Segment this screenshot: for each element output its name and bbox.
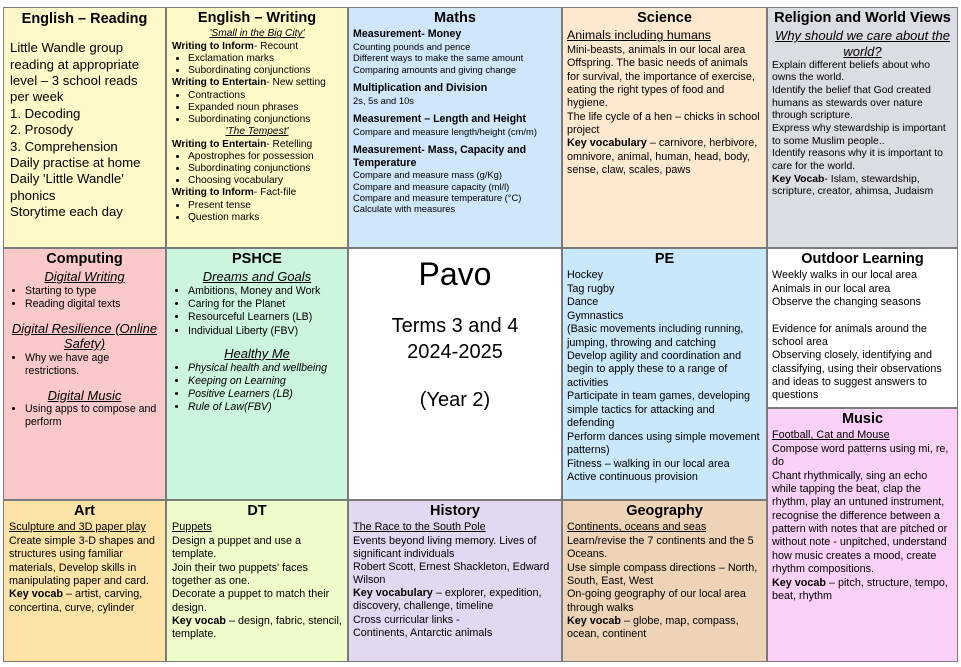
outdoor-line: Evidence for animals around the school area	[772, 322, 927, 348]
dt-vocab-text: – design, fabric, stencil, template.	[172, 615, 342, 641]
music-line: Chant rhythmically, sing an echo while tapping the beat, clap the rhythm, play an untuned instrument, recognise the difference between a pattern with notes that are pitched or without note - unpitched, understand how music creates a mood, create rhythm compositions.	[772, 469, 948, 576]
pshce-list-item: • Physical health and wellbeing	[188, 362, 342, 375]
rwv-line: Explain different beliefs about who owns the world.	[772, 59, 931, 84]
pshce-list-item: • Caring for the Planet	[188, 298, 342, 311]
science-vocab-label: Key vocabulary	[567, 137, 647, 150]
pshce-list-item: • Rule of Law(FBV)	[188, 401, 342, 414]
computing-heading-1: Digital Writing	[44, 269, 125, 285]
maths-line: Compare and measure temperature (°C)	[353, 191, 522, 203]
computing-list-1	[9, 285, 160, 311]
pe-line: Perform dances using simple movement patterns)	[567, 430, 760, 457]
geography-vocab-label: Key vocab	[567, 615, 622, 628]
music-vocab-text: – pitch, structure, tempo, beat, rhythm	[772, 576, 948, 602]
geography-cell	[562, 500, 767, 662]
geography-line: On-going geography of our local area through walks	[567, 588, 746, 614]
pshce-heading-1: Dreams and Goals	[202, 269, 312, 285]
inform-1-head: Writing to Inform	[172, 40, 254, 52]
art-subtitle: Sculpture and 3D paper play	[9, 521, 146, 534]
pshce-list-item: • Positive Learners (LB)	[188, 388, 342, 401]
history-vocab-text: – explorer, expedition, discovery, challenge, timeline	[353, 587, 542, 613]
music-vocab-label: Key vocab	[772, 576, 827, 589]
class-name: Pavo	[418, 256, 492, 292]
pe-line: (Basic movements including running, jumping, throwing and catching	[567, 323, 744, 349]
geography-subtitle: Continents, oceans and seas	[567, 521, 707, 534]
outdoor-lines-1	[772, 269, 953, 309]
writing-list-item: • Exclamation marks	[188, 53, 342, 65]
class-group: (Year 2)	[419, 389, 491, 412]
maths-line: 2s, 5s and 10s	[353, 94, 414, 106]
history-line: Events beyond living memory. Lives of significant individuals	[353, 534, 537, 560]
geography-line: Learn/revise the 7 continents and the 5 Oceans.	[567, 534, 754, 561]
rwv-lines	[772, 60, 953, 174]
maths-line: Compare and measure capacity (ml/l)	[353, 180, 510, 192]
reading-line: Storytime each day	[10, 203, 123, 219]
pshce-list-item: • Ambitions, Money and Work	[188, 285, 342, 298]
inform-1-list	[172, 53, 342, 77]
maths-line: Comparing amounts and giving change	[353, 63, 517, 75]
writing-list-item: • Question marks	[188, 212, 342, 224]
history-subtitle: The Race to the South Pole	[353, 521, 486, 534]
dt-lines	[172, 535, 342, 615]
computing-list-item: • Using apps to compose and perform	[25, 403, 160, 429]
pe-line: Fitness – walking in our local area	[567, 457, 730, 470]
reading-line: 2. Prosody	[10, 122, 74, 138]
pe-line: Hockey	[567, 269, 604, 282]
computing-list-item: • Reading digital texts	[25, 298, 160, 311]
music-title: Music	[841, 411, 884, 427]
english-reading-cell	[3, 7, 166, 248]
geography-title: Geography	[626, 503, 703, 519]
dt-vocab-label: Key vocab	[172, 615, 227, 628]
maths-money-head: Measurement- Money	[353, 28, 462, 41]
history-title: History	[430, 503, 480, 519]
entertain-1-list	[172, 90, 342, 127]
english-writing-title: English – Writing	[197, 10, 317, 26]
science-cell	[562, 7, 767, 248]
maths-mass-lines	[353, 169, 557, 214]
writing-list-item: • Choosing vocabulary	[188, 175, 342, 187]
inform-2-rest: - Fact-file	[253, 187, 297, 199]
dt-line: Decorate a puppet to match their design.	[172, 588, 330, 614]
reading-lines	[10, 40, 159, 220]
reading-line: Daily practise at home	[10, 154, 141, 170]
dt-cell	[166, 500, 348, 662]
pshce-list-2	[172, 362, 342, 415]
maths-length-head: Measurement – Length and Height	[353, 112, 527, 125]
writing-list-item: • Expanded noun phrases	[188, 102, 342, 114]
computing-list-2	[9, 352, 160, 378]
entertain-1-head: Writing to Entertain	[172, 77, 267, 89]
english-reading-title: English – Reading	[21, 11, 148, 27]
pe-cell	[562, 248, 767, 500]
outdoor-line: Observing closely, identifying and classifying, using their observations and ideas to suggest answers to questions	[772, 349, 942, 402]
maths-mass-head: Measurement- Mass, Capacity and Temperature	[353, 143, 527, 169]
outdoor-line: Weekly walks in our local area	[772, 269, 918, 282]
computing-list-item: • Why we have age restrictions.	[25, 352, 160, 378]
rwv-line: Express why stewardship is important to some Muslim people..	[772, 123, 946, 147]
inform-2-list	[172, 200, 342, 224]
geography-lines	[567, 535, 762, 615]
pe-line: Participate in team games, developing simple tactics for attacking and defending	[567, 390, 751, 430]
history-cell	[348, 500, 562, 662]
rwv-line: Identify reasons why it is important to care for the world.	[772, 148, 943, 173]
dt-line: Join their two puppets' faces together as one.	[172, 561, 308, 587]
science-title: Science	[637, 10, 692, 26]
inform-2-head: Writing to Inform	[172, 187, 254, 199]
writing-book-1: 'Small in the Big City'	[209, 28, 305, 40]
pe-line: Develop agility and coordination and begin to apply these to a range of activities	[567, 350, 742, 389]
outdoor-lines-2	[772, 323, 953, 403]
geography-vocab-text: – globe, map, compass, ocean, continent	[567, 615, 739, 641]
pshce-list-item: • Individual Liberty (FBV)	[188, 325, 342, 338]
reading-line: Daily 'Little Wandle' phonics	[10, 171, 124, 203]
art-text: Create simple 3-D shapes and structures using familiar materials, Develop skills in manipulating paper and card.	[9, 534, 155, 587]
art-cell	[3, 500, 166, 662]
outdoor-cell	[767, 248, 958, 408]
history-line: Cross curricular links -	[353, 613, 460, 626]
computing-title: Computing	[46, 251, 123, 267]
history-lines-2	[353, 614, 557, 640]
entertain-2-rest: - Retelling	[266, 138, 313, 150]
science-vocab-text: – carnivore, herbivore, omnivore, animal, human, head, body, sense, claw, scales, paws	[567, 137, 758, 177]
pshce-cell	[166, 248, 348, 500]
entertain-1-rest: - New setting	[266, 77, 326, 89]
rwv-vocab-text: - Islam, stewardship, scripture, creator, ahimsa, Judaism	[772, 173, 934, 198]
science-line: The life cycle of a hen – chicks in school project	[567, 110, 760, 137]
writing-list-item: • Apostrophes for possession	[188, 151, 342, 163]
maths-cell	[348, 7, 562, 248]
dt-subtitle: Puppets	[172, 521, 212, 534]
music-lines	[772, 443, 953, 577]
music-cell	[767, 408, 958, 662]
writing-list-item: • Present tense	[188, 200, 342, 212]
maths-line: Compare and measure length/height (cm/m)	[353, 125, 537, 137]
entertain-2-head: Writing to Entertain	[172, 138, 267, 150]
rwv-line: Identify the belief that God created humans as stewards over nature through scripture.	[772, 84, 931, 122]
art-vocab-label: Key vocab	[9, 588, 64, 601]
dt-line: Design a puppet and use a template.	[172, 534, 302, 561]
history-vocab-label: Key vocabulary	[353, 587, 433, 600]
english-writing-cell	[166, 7, 348, 248]
music-subtitle: Football, Cat and Mouse	[772, 429, 890, 442]
inform-1-rest: - Recount	[253, 40, 299, 52]
writing-list-item: • Contractions	[188, 90, 342, 102]
computing-list-item: • Starting to type	[25, 285, 160, 298]
science-line: Mini-beasts, animals in our local area	[567, 43, 746, 56]
pe-line: Active continuous provision	[567, 470, 698, 483]
computing-heading-2: Digital Resilience (Online Safety)	[11, 320, 158, 352]
science-subtitle: Animals including humans	[567, 28, 711, 43]
pe-line: Dance	[567, 296, 599, 309]
pshce-list-item: • Keeping on Learning	[188, 375, 342, 388]
history-line: Continents, Antarctic animals	[353, 626, 493, 639]
computing-cell	[3, 248, 166, 500]
writing-list-item: • Subordinating conjunctions	[188, 114, 342, 126]
art-title: Art	[74, 503, 95, 519]
maths-length-lines	[353, 126, 557, 137]
pshce-heading-2: Healthy Me	[224, 345, 290, 361]
pshce-list-1	[172, 285, 342, 338]
rwv-title: Religion and World Views	[774, 10, 951, 26]
maths-line: Different ways to make the same amount	[353, 52, 524, 64]
maths-title: Maths	[434, 10, 476, 26]
dt-title: DT	[247, 503, 267, 519]
reading-line: 3. Comprehension	[10, 138, 118, 154]
science-lines	[567, 44, 762, 138]
history-line: Robert Scott, Ernest Shackleton, Edward Wilson	[353, 560, 550, 587]
outdoor-line: Animals in our local area	[772, 282, 891, 295]
music-line: Compose word patterns using mi, re, do	[772, 442, 949, 469]
outdoor-title: Outdoor Learning	[801, 251, 924, 267]
entertain-2-list	[172, 151, 342, 188]
geography-line: Use simple compass directions – North, South, East, West	[567, 561, 758, 587]
pe-lines	[567, 269, 762, 484]
pe-title: PE	[654, 251, 675, 267]
pe-line: Gymnastics	[567, 309, 624, 322]
outdoor-line: Observe the changing seasons	[772, 296, 921, 309]
pshce-title: PSHCE	[232, 251, 282, 267]
maths-line: Compare and measure mass (g/Kg)	[353, 169, 503, 181]
maths-line: Calculate with measures	[353, 203, 456, 215]
computing-list-3	[9, 403, 160, 429]
history-lines	[353, 535, 557, 588]
rwv-subtitle: Why should we care about the world?	[775, 28, 950, 59]
class-info-cell	[348, 248, 562, 500]
pshce-list-item: • Resourceful Learners (LB)	[188, 311, 342, 324]
maths-multiplication-lines	[353, 95, 557, 106]
writing-list-item: • Subordinating conjunctions	[188, 163, 342, 175]
reading-line: Little Wandle group reading at appropriate level – 3 school reads per week	[10, 40, 140, 105]
maths-money-lines	[353, 41, 557, 75]
writing-list-item: • Subordinating conjunctions	[188, 65, 342, 77]
rwv-cell	[767, 7, 958, 248]
pe-line: Tag rugby	[567, 282, 615, 295]
reading-line: 1. Decoding	[10, 105, 81, 121]
art-vocab-text: – artist, carving, concertina, curve, cylinder	[9, 588, 143, 614]
writing-book-2: 'The Tempest'	[225, 126, 289, 138]
class-terms: Terms 3 and 4	[391, 315, 519, 338]
computing-heading-3: Digital Music	[47, 387, 122, 403]
rwv-vocab-label: Key Vocab	[772, 173, 825, 185]
science-line: Offspring. The basic needs of animals for survival, the importance of exercise, eating the right types of food and hygiene.	[567, 57, 755, 110]
class-year: 2024-2025	[407, 341, 503, 364]
maths-line: Counting pounds and pence	[353, 41, 471, 53]
maths-multiplication-head: Multiplication and Division	[353, 81, 488, 94]
